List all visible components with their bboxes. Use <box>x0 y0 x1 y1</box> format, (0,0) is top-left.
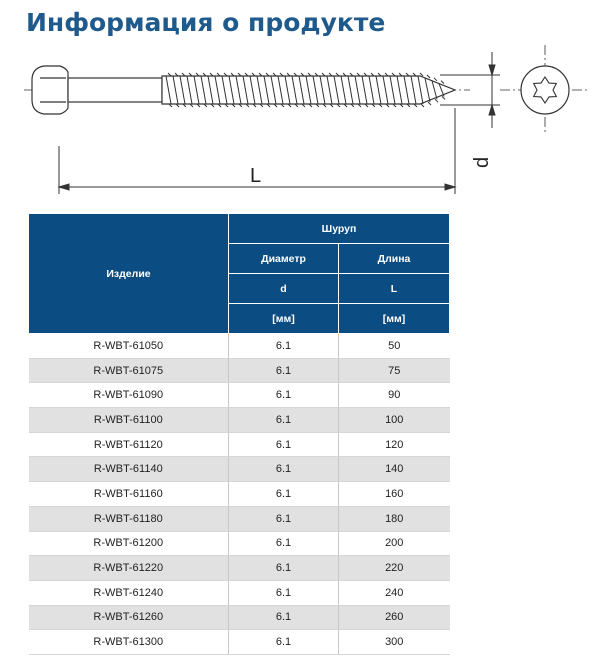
cell-product: R-WBT-61240 <box>29 580 229 605</box>
cell-diameter: 6.1 <box>229 605 339 630</box>
header-screw: Шуруп <box>229 214 450 244</box>
table-row <box>29 457 450 482</box>
cell-diameter: 6.1 <box>229 531 339 556</box>
cell-length: 100 <box>339 408 450 433</box>
header-length-unit: [мм] <box>339 304 450 334</box>
cell-product: R-WBT-61120 <box>29 432 229 457</box>
table-row <box>29 482 450 507</box>
cell-product: R-WBT-61160 <box>29 482 229 507</box>
cell-diameter: 6.1 <box>229 630 339 655</box>
diameter-dimension-label: d <box>471 156 493 168</box>
cell-product: R-WBT-61200 <box>29 531 229 556</box>
cell-length: 50 <box>339 334 450 359</box>
cell-diameter: 6.1 <box>229 358 339 383</box>
table-row <box>29 358 450 383</box>
length-dimension-label: L <box>250 165 262 187</box>
table-row <box>29 408 450 433</box>
cell-length: 200 <box>339 531 450 556</box>
cell-product: R-WBT-61180 <box>29 506 229 531</box>
cell-length: 300 <box>339 630 450 655</box>
header-diameter-symbol: d <box>229 274 339 304</box>
cell-product: R-WBT-61260 <box>29 605 229 630</box>
cell-product: R-WBT-61050 <box>29 334 229 359</box>
table-row <box>29 580 450 605</box>
cell-length: 140 <box>339 457 450 482</box>
cell-product: R-WBT-61090 <box>29 383 229 408</box>
cell-product: R-WBT-61220 <box>29 556 229 581</box>
cell-product: R-WBT-61100 <box>29 408 229 433</box>
cell-length: 75 <box>339 358 450 383</box>
cell-product: R-WBT-61075 <box>29 358 229 383</box>
table-row <box>29 334 450 359</box>
cell-length: 220 <box>339 556 450 581</box>
header-length-symbol: L <box>339 274 450 304</box>
header-diameter: Диаметр <box>229 244 339 274</box>
cell-diameter: 6.1 <box>229 432 339 457</box>
cell-length: 160 <box>339 482 450 507</box>
table-row <box>29 630 450 655</box>
product-spec-table <box>28 213 450 655</box>
cell-length: 240 <box>339 580 450 605</box>
cell-diameter: 6.1 <box>229 383 339 408</box>
table-row <box>29 506 450 531</box>
cell-length: 90 <box>339 383 450 408</box>
screw-technical-drawing <box>0 42 605 202</box>
header-diameter-unit: [мм] <box>229 304 339 334</box>
cell-diameter: 6.1 <box>229 408 339 433</box>
cell-diameter: 6.1 <box>229 580 339 605</box>
cell-diameter: 6.1 <box>229 506 339 531</box>
torx-head-icon <box>500 45 590 135</box>
header-product: Изделие <box>29 214 229 334</box>
cell-length: 260 <box>339 605 450 630</box>
cell-diameter: 6.1 <box>229 556 339 581</box>
table-row <box>29 432 450 457</box>
cell-length: 120 <box>339 432 450 457</box>
page-title: Информация о продукте <box>26 8 386 37</box>
cell-product: R-WBT-61140 <box>29 457 229 482</box>
table-row <box>29 605 450 630</box>
table-row <box>29 531 450 556</box>
cell-product: R-WBT-61300 <box>29 630 229 655</box>
cell-diameter: 6.1 <box>229 457 339 482</box>
table-row <box>29 556 450 581</box>
cell-diameter: 6.1 <box>229 334 339 359</box>
cell-length: 180 <box>339 506 450 531</box>
header-length: Длина <box>339 244 450 274</box>
table-row <box>29 383 450 408</box>
cell-diameter: 6.1 <box>229 482 339 507</box>
